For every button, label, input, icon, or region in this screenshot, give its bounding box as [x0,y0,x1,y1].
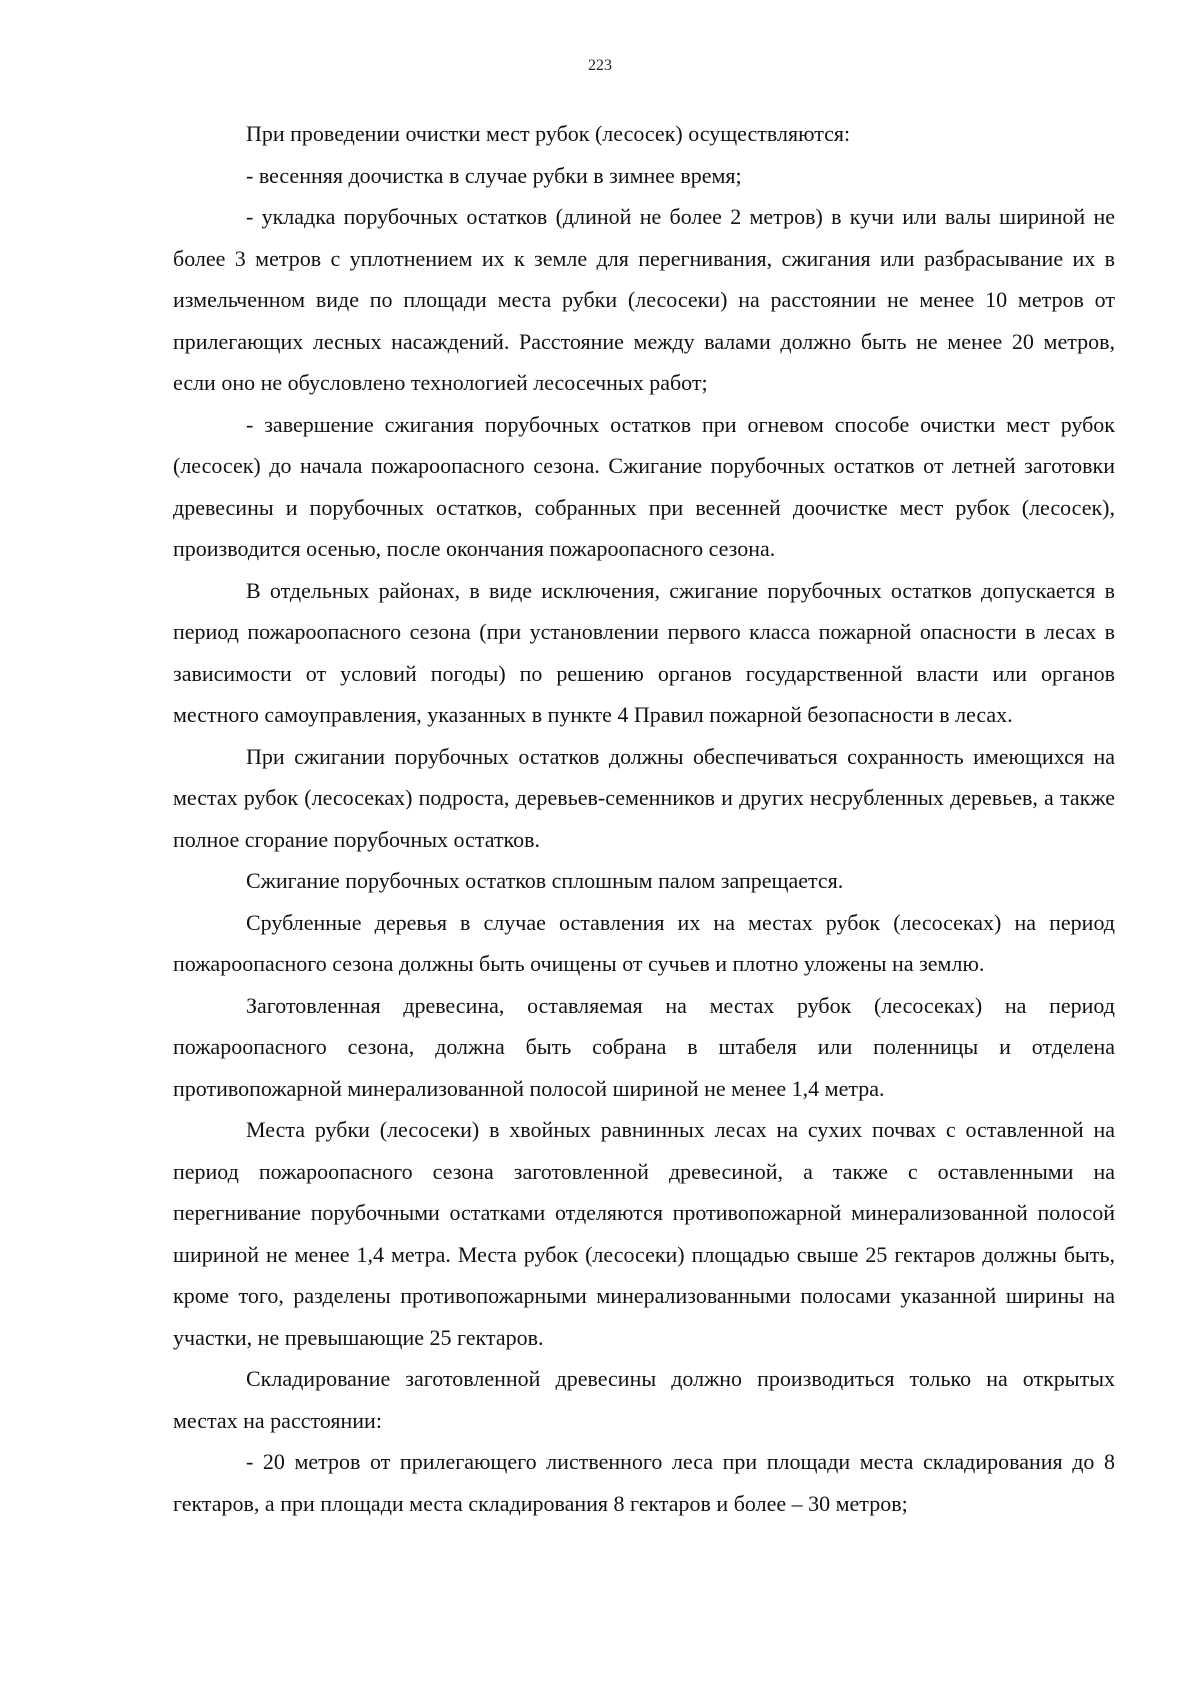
paragraph-storage: Складирование заготовленной древесины должно производиться только на открытых местах на расстоянии: [173,1366,1115,1433]
paragraph-storage-distance: - 20 метров от прилегающего лиственного леса при площади места складирования до 8 гектаров, а при площади места складирования 8 гектаров и более – 30 метров; [173,1449,1115,1516]
paragraph-mineralized-strips: Места рубки (лесосеки) в хвойных равнинных лесах на сухих почвах с оставленной на период пожароопасного сезона заготовленной древесиной, а также с оставленными на перегнивание порубочными остатками отделяются противопожарной минерализованной полосой шириной не менее 1,4 метра. Места рубок (лесосеки) площадью свыше 25 гектаров должны быть, кроме того, разделены противопожарными минерализованными полосами указанной ширины на участки, не превышающие 25 гектаров. [173,1117,1115,1350]
paragraph-continuous-fire-ban: Сжигание порубочных остатков сплошным палом запрещается. [246,868,844,893]
paragraph-burning-safety: При сжигании порубочных остатков должны обеспечиваться сохранность имеющихся на местах рубок (лесосеках) подроста, деревьев-семенников и других несрубленных деревьев, а также полное сгорание порубочных остатков. [173,743,1115,852]
paragraph-spring-cleanup: - весенняя доочистка в случае рубки в зимнее время; [246,162,742,188]
paragraph-intro: При проведении очистки мест рубок (лесосек) осуществляются: [246,121,851,146]
paragraph-exception-burning: В отдельных районах, в виде исключения, сжигание порубочных остатков допускается в период пожароопасного сезона (при установлении первого класса пожарной опасности в лесах в зависимости от условий погоды) по решению органов государственной власти или органов местного самоуправления, указанных в пункте 4 Правил пожарной безопасности в лесах. [173,577,1115,727]
paragraph-stacking-residues: - укладка порубочных остатков (длиной не более 2 метров) в кучи или валы шириной не более 3 метров с уплотнением их к земле для перегнивания, сжигания или разбрасывание их в измельченном виде по площади места рубки (лесосеки) на расстоянии не менее 10 метров от прилегающих лесных насаждений. Расстояние между валами должно быть не менее 20 метров, если оно не обусловлено технологией лесосечных работ; [173,204,1115,395]
paragraph-burning-completion: - завершение сжигания порубочных остатков при огневом способе очистки мест рубок (лесосек) до начала пожароопасного сезона. Сжигание порубочных остатков от летней заготовки древесины и порубочных остатков, собранных при весенней доочистке мест рубок (лесосек), производится осенью, после окончания пожароопасного сезона. [173,411,1115,561]
paragraph-felled-trees: Срубленные деревья в случае оставления их на местах рубок (лесосеках) на период пожароопасного сезона должны быть очищены от сучьев и плотно уложены на землю. [173,909,1115,976]
paragraph-harvested-wood: Заготовленная древесина, оставляемая на местах рубок (лесосеках) на период пожароопасного сезона, должна быть собрана в штабеля или поленницы и отделена противопожарной минерализованной полосой шириной не менее 1,4 метра. [173,992,1115,1101]
body-text [173,113,1115,1524]
page-number: 223 [588,57,612,74]
